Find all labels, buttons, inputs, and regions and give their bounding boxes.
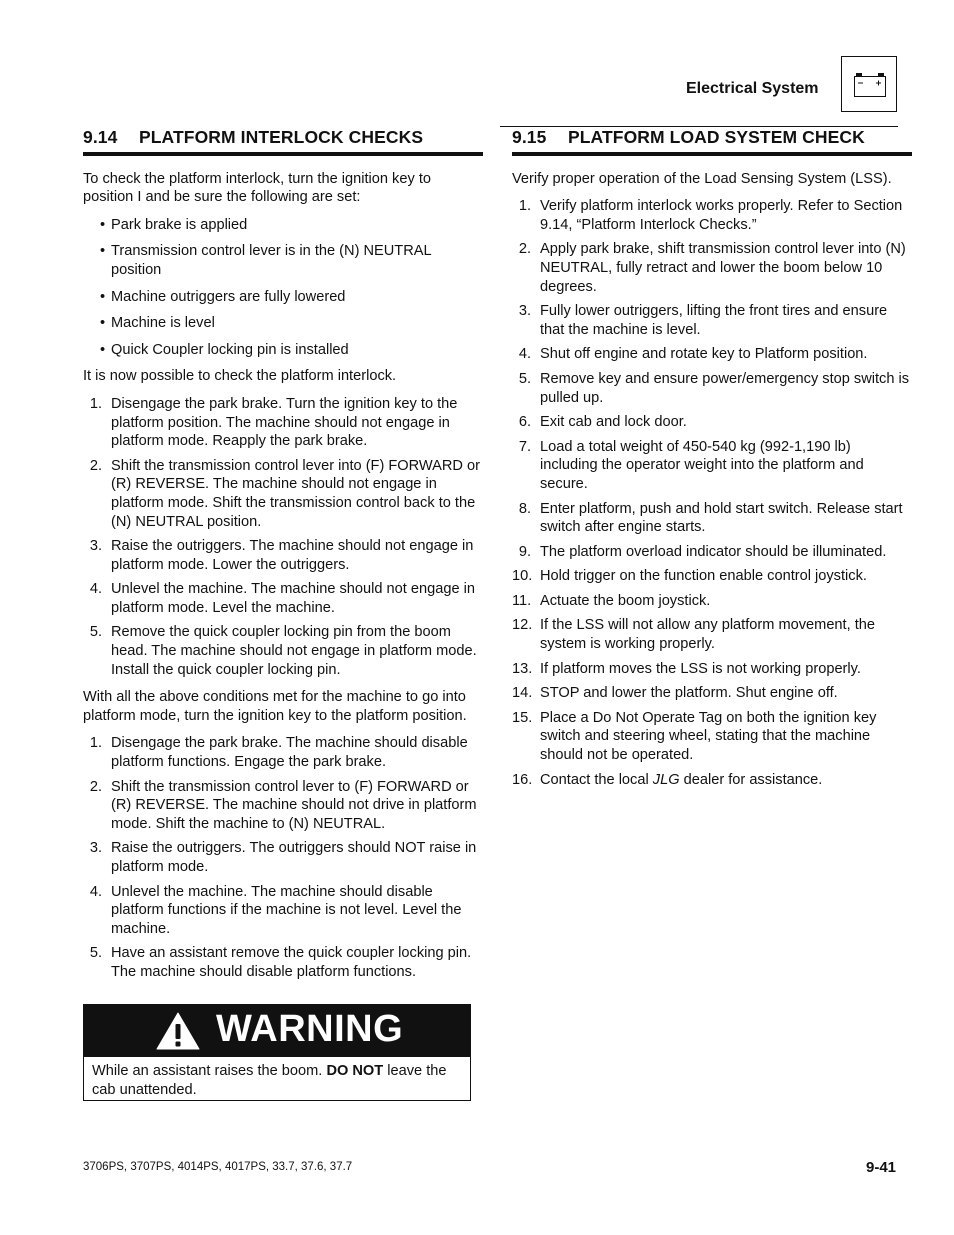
intro-paragraph: Verify proper operation of the Load Sensing System (LSS). — [512, 170, 892, 187]
list-item: 3. Raise the outriggers. The outriggers should NOT raise in platform mode. — [89, 840, 477, 875]
list-item: • Transmission control lever is in the (N) NEUTRAL position — [100, 243, 432, 278]
section-heading-9-14 — [83, 128, 483, 156]
warning-title: WARNING — [216, 1008, 404, 1050]
intro-paragraph: To check the platform interlock, turn the ignition key to position I and be sure the following are set: — [83, 170, 431, 206]
list-item: • Machine is level — [100, 315, 215, 332]
footer-models: 3706PS, 3707PS, 4014PS, 4017PS, 33.7, 37.6, 37.7 — [83, 1161, 353, 1173]
paragraph: With all the above conditions met for the machine to go into platform mode, turn the ignition key to the platform position. — [83, 689, 467, 724]
section-heading-9-15 — [512, 128, 912, 156]
list-item: 10. Hold trigger on the function enable control joystick. — [512, 568, 867, 585]
section-number: 9.14 — [83, 127, 118, 147]
section-header-title: Electrical System — [686, 80, 819, 97]
list-item: 12. If the LSS will not allow any platform movement, the system is working properly. — [512, 617, 876, 653]
interlock-steps-list — [83, 395, 483, 679]
warning-text: While an assistant raises the boom. DO NOT leave the cab unattended. — [92, 1063, 447, 1098]
list-item: 15. Place a Do Not Operate Tag on both the ignition key switch and steering wheel, stating that the machine should not be operated. — [512, 709, 877, 764]
right-column — [512, 128, 912, 798]
battery-icon — [854, 73, 886, 97]
list-item: 8. Enter platform, push and hold start switch. Release start switch after engine starts. — [518, 500, 903, 536]
list-item: 2. Shift the transmission control lever into (F) FORWARD or (R) REVERSE. The machine should not engage in platform mode. Shift the transmission control back to the (N) NEUTRAL position. — [89, 457, 480, 530]
lss-steps-list — [512, 197, 912, 789]
left-column — [83, 128, 483, 991]
list-item: 2. Shift the transmission control lever to (F) FORWARD or (R) REVERSE. The machine should not drive in platform mode. Shift the machine to (N) NEUTRAL. — [89, 778, 477, 832]
list-item: • Quick Coupler locking pin is installed — [100, 341, 349, 358]
list-item: 3. Fully lower outriggers, lifting the front tires and ensure that the machine is level. — [518, 303, 888, 338]
paragraph: It is now possible to check the platform interlock. — [83, 368, 397, 385]
list-item: 9. The platform overload indicator should be illuminated. — [518, 543, 887, 560]
section-number: 9.15 — [512, 127, 547, 147]
list-item: 1. Verify platform interlock works properly. Refer to Section 9.14, “Platform Interlock Checks.” — [518, 198, 903, 233]
list-item: 4. Unlevel the machine. The machine should disable platform functions if the machine is not level. Level the machine. — [89, 883, 462, 937]
section-title: PLATFORM INTERLOCK CHECKS — [139, 127, 424, 147]
list-item: 5. Remove key and ensure power/emergency stop switch is pulled up. — [518, 370, 910, 406]
list-item: 5. Remove the quick coupler locking pin from the boom head. The machine should not engage in platform mode. Install the quick coupler locking pin. — [89, 624, 477, 678]
conditions-list — [83, 216, 483, 360]
platform-mode-steps-list — [83, 734, 483, 981]
list-item: 3. Raise the outriggers. The machine should not engage in platform mode. Lower the outriggers. — [89, 538, 474, 573]
list-item: • Park brake is applied — [100, 216, 248, 233]
list-item: 4. Unlevel the machine. The machine should not engage in platform mode. Level the machine. — [89, 581, 476, 616]
list-item: 1. Disengage the park brake. The machine should disable platform functions. Engage the park brake. — [89, 735, 468, 771]
list-item: 2. Apply park brake, shift transmission control lever into (N) NEUTRAL, fully retract and lower the boom below 10 degrees. — [518, 241, 906, 295]
battery-icon-box — [841, 56, 897, 112]
warning-box — [83, 1004, 471, 1101]
list-item: 1. Disengage the park brake. Turn the ignition key to the platform position. The machine should not engage in platform mode. Reapply the park brake. — [89, 395, 458, 450]
section-title: PLATFORM LOAD SYSTEM CHECK — [568, 127, 865, 147]
list-item: 14. STOP and lower the platform. Shut engine off. — [512, 685, 838, 702]
list-item: 13. If platform moves the LSS is not working properly. — [512, 660, 861, 677]
list-item: 7. Load a total weight of 450-540 kg (992-1,190 lb) including the operator weight into the platform and secure. — [518, 438, 864, 492]
list-item: 11. Actuate the boom joystick. — [512, 592, 711, 609]
list-item: 5. Have an assistant remove the quick coupler locking pin. The machine should disable platform functions. — [89, 945, 472, 980]
list-item: 6. Exit cab and lock door. — [518, 414, 687, 431]
list-item: 4. Shut off engine and rotate key to Platform position. — [518, 346, 868, 363]
warning-triangle-icon — [155, 1011, 201, 1051]
list-item: 16. Contact the local JLG dealer for assistance. — [512, 771, 823, 788]
page-number: 9-41 — [866, 1159, 897, 1176]
list-item: • Machine outriggers are fully lowered — [100, 288, 346, 305]
warning-header — [84, 1005, 470, 1057]
